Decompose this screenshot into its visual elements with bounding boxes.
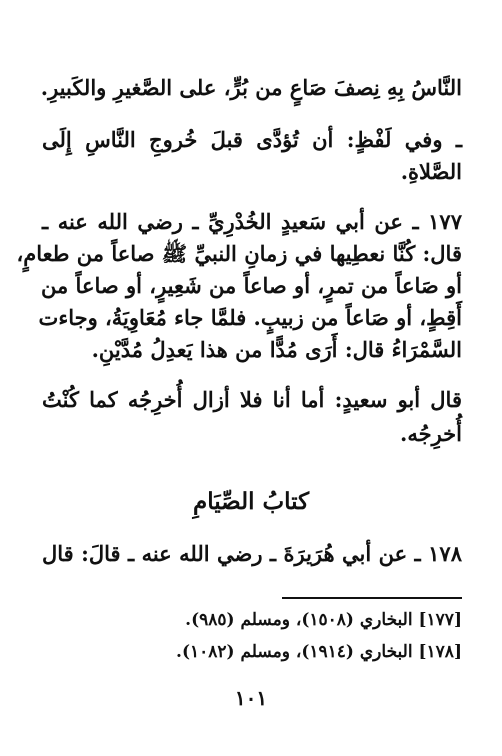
footnote-divider xyxy=(282,597,462,599)
page-number: ١٠١ xyxy=(234,686,268,710)
text-line-2: ـ وفي لَفْظٍ: أن تُؤدَّى قبلَ خُروجِ النَّاسِ إِلَى xyxy=(42,127,462,152)
abu-said-line-2: أُخرِجُه. xyxy=(400,421,462,446)
chapter-heading: كتابُ الصِّيَامِ xyxy=(192,488,310,515)
hadith-177-line-4: أَقِطٍ، أو صَاعاً من زبيبٍ. فلمَّا جاء مُعَاوِيَةُ، وجاءت xyxy=(38,305,462,330)
hadith-177-line-3: أو صَاعاً من تمرٍ، أو صاعاً من شَعِيرٍ، أو صاعاً من xyxy=(41,273,462,298)
footnote-177: [١٧٧] البخاري (١٥٠٨)، ومسلم (٩٨٥). xyxy=(185,610,462,630)
text-line-3: الصَّلاةِ. xyxy=(400,159,462,184)
hadith-177-line-1: ١٧٧ ـ عن أبي سَعيدٍ الخُدْرِيِّ ـ رضي الله عنه ـ xyxy=(42,209,462,234)
footnote-178: [١٧٨] البخاري (١٩١٤)، ومسلم (١٠٨٢). xyxy=(176,642,462,662)
hadith-178-line-1: ١٧٨ ـ عن أبي هُرَيرَةَ ـ رضي الله عنه ـ قالَ: قال xyxy=(42,541,462,566)
hadith-177-line-5: السَّمْرَاءُ قال: أَرَى مُدًّا من هذا يَعدِلُ مُدَّيْنِ. xyxy=(91,337,462,362)
hadith-177-line-2: قال: كُنَّا نعطِيها في زمانِ النبيِّ ﷺ صاعاً من طعامٍ، xyxy=(16,241,462,266)
text-line-1: النَّاسُ بِهِ نِصفَ صَاعٍ من بُرٍّ، على الصَّغيرِ والكَبيرِ. xyxy=(40,75,462,100)
abu-said-line-1: قال أبو سعيدٍ: أما أنا فلا أزال أُخرِجُه كما كُنْتُ xyxy=(42,387,462,412)
